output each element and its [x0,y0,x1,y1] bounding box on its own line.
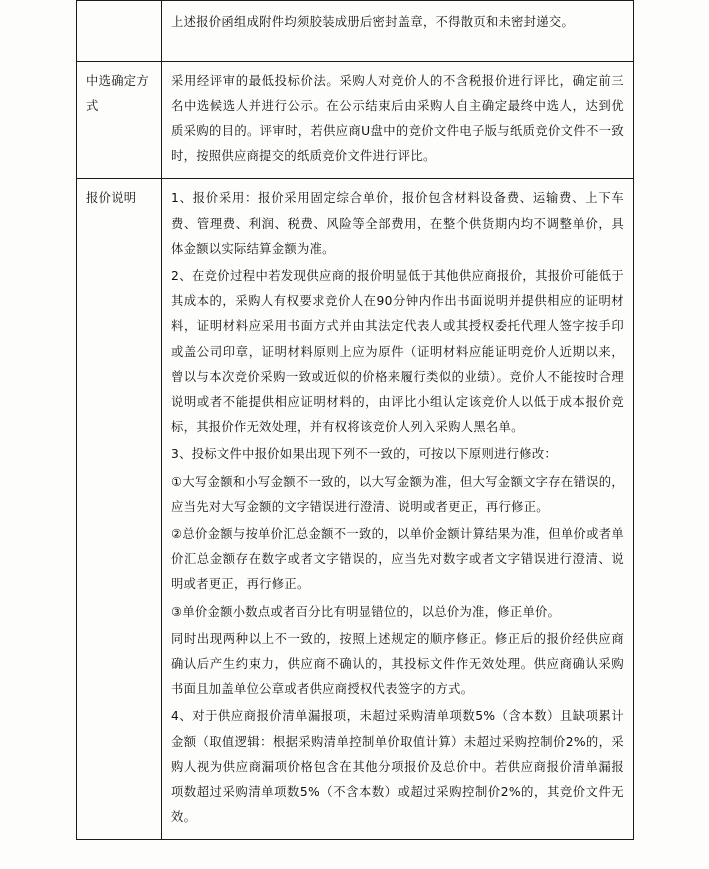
paragraph: 4、对于供应商报价清单漏报项，未超过采购清单项数5%（含本数）且缺项累计金额（取值逻辑：根据采购清单控制单价取值计算）未超过采购控制价2%的，采购人视为供应商漏项价格包含在其他分项报价及总价中。若供应商报价清单漏报项数超过采购清单项数5%（不含本数）或超过采购控制价2%的，其竞价文件无效。 [171,709,624,825]
paragraph: 采用经评审的最低投标价法。采购人对竞价人的不含税报价进行评比，确定前三名中选候选人并进行公示。在公示结束后由采购人自主确定最终中选人，达到优质采购的目的。评审时，若供应商U盘中的竞价文件电子版与纸质竞价文件不一致时，按照供应商提交的纸质竞价文件进行评比。 [171,73,624,164]
row-content-selection-method [162,61,634,179]
bidding-terms-table [76,0,634,840]
table-row [77,61,634,179]
table-row [77,1,634,62]
paragraph: 2、在竞价过程中若发现供应商的报价明显低于其他供应商报价，其报价可能低于其成本的，采购人有权要求竞价人在90分钟内作出书面说明并提供相应的证明材料，证明材料应采用书面方式并由其法定代表人或其授权委托代理人签字按手印或盖公司印章，证明材料原则上应为原件（证明材料应能证明竞价人近期以来，曾以与本次竞价采购一致或近似的价格来履行类似的业绩）。竞价人不能按时合理说明或者不能提供相应证明材料的，由评比小组认定该竞价人以低于成本报价竞标，其报价作无效处理，并有权将该竞价人列入采购人黑名单。 [171,269,624,435]
paragraph: ②总价金额与按单价汇总金额不一致的，以单价金额计算结果为准，但单价或者单价汇总金额存在数字或者文字错误的，应当先对数字或者文字错误进行澄清、说明或者更正，再行修正。 [171,527,624,592]
row-content-sealing [162,1,634,62]
paragraph: ①大写金额和小写金额不一致的，以大写金额为准，但大写金额文字存在错误的，应当先对大写金额的文字错误进行澄清、说明或者更正，再行修正。 [171,474,624,514]
row-label-selection-method: 中选确定方式 [77,61,162,179]
row-label-empty [77,1,162,62]
paragraph: 同时出现两种以上不一致的，按照上述规定的顺序修正。修正后的报价经供应商确认后产生约束力，供应商不确认的，其投标文件作无效处理。供应商确认采购书面且加盖单位公章或者供应商授权代表签字的方式。 [171,631,624,697]
paragraph: ③单价金额小数点或者百分比有明显错位的，以总价为准，修正单价。 [171,604,561,619]
table-row [77,179,634,840]
paragraph: 3、投标文件中报价如果出现下列不一致的，可按以下原则进行修改： [171,447,558,462]
paragraph: 上述报价函组成附件均须胶装成册后密封盖章，不得散页和未密封递交。 [171,15,575,29]
paragraph: 1、报价采用：报价采用固定综合单价，报价包含材料设备费、运输费、上下车费、管理费、利润、税费、风险等全部费用，在整个供货期内均不调整单价，具体金额以实际结算金额为准。 [171,191,624,256]
row-content-quote-notes [162,179,634,840]
row-label-quote-notes: 报价说明 [77,179,162,840]
